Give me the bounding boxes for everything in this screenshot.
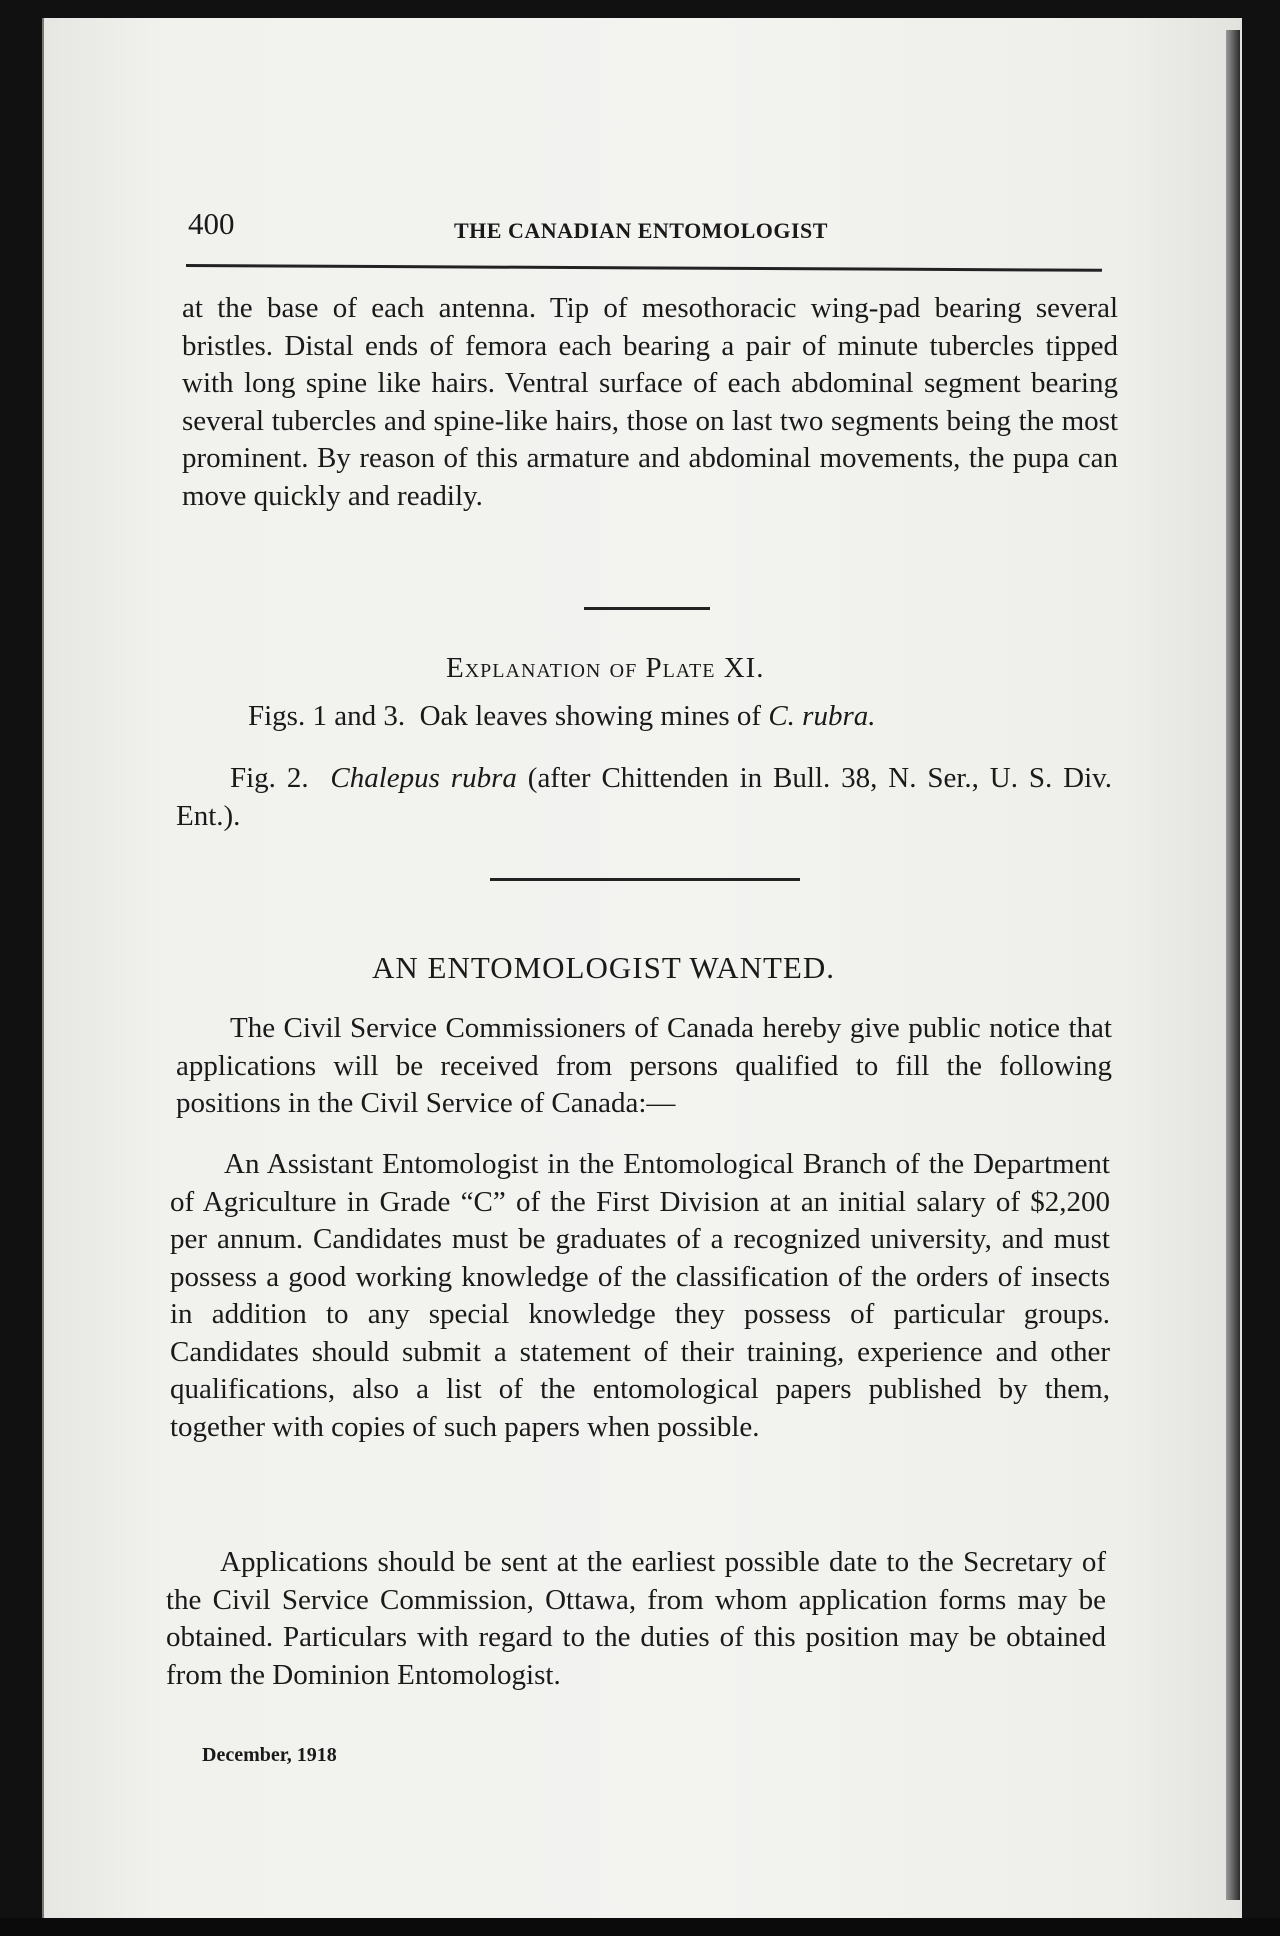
journal-title: THE CANADIAN ENTOMOLOGIST [454,218,828,243]
notice-paragraph-2: An Assistant Entomologist in the Entomological Branch of the Department of Agriculture in Grade “C” of the First Division at an initial salary of $2,200 per annum. Candidates must be graduates of a recognized university, and must possess a good working knowledge of the classification of the orders of insects in addition to any special knowledge they possess of particular groups. Candidates should submit a statement of their training, experience and other qualifications, also a list of the entomological papers published by them, together with copies of such papers when possible. [170,1148,1110,1443]
page-binding-edge [1226,30,1240,1900]
section-separator-long [490,878,800,881]
figure-caption-1 [248,698,1128,736]
description-paragraph: at the base of each antenna. Tip of mesothoracic wing-pad bearing several bristles. Distal ends of femora each bearing a pair of minute tubercles tipped with long spine like hairs. Ventral surface of each abdominal segment bearing several tubercles and spine-like hairs, those on last two segments being the most prominent. By reason of this armature and abdominal movements, the pupa can move quickly and readily. [182,292,1118,512]
plate-explanation-title: Explanation of Plate XI. [446,652,765,684]
fig1-species: C. rubra. [768,700,876,732]
page-number: 400 [188,206,235,241]
fig2-label: Fig. 2. [230,762,309,794]
figure-caption-2 [176,760,1112,835]
notice-title: AN ENTOMOLOGIST WANTED. [372,950,836,985]
fig2-species: Chalepus rubra [330,762,517,794]
scan-bottom-edge [0,1918,1280,1936]
fig2-text: (after Chittenden in Bull. 38, N. Ser., U. S. Div. Ent.). [176,762,1113,832]
notice-paragraph-3: Applications should be sent at the earliest possible date to the Secretary of the Civil Service Commission, Ottawa, from whom application forms may be obtained. Particulars with regard to the duties of this position may be obtained from the Dominion Entomologist. [166,1546,1106,1691]
section-separator [584,607,710,610]
running-header [182,206,1104,246]
fig1-label: Figs. 1 and 3. [248,700,406,732]
notice-date: December, 1918 [202,1744,337,1766]
fig1-text: Oak leaves showing mines of [419,700,762,732]
notice-paragraph-1: The Civil Service Commissioners of Canada hereby give public notice that applications will be received from persons qualified to fill the following positions in the Civil Service of Canada:— [176,1012,1112,1119]
